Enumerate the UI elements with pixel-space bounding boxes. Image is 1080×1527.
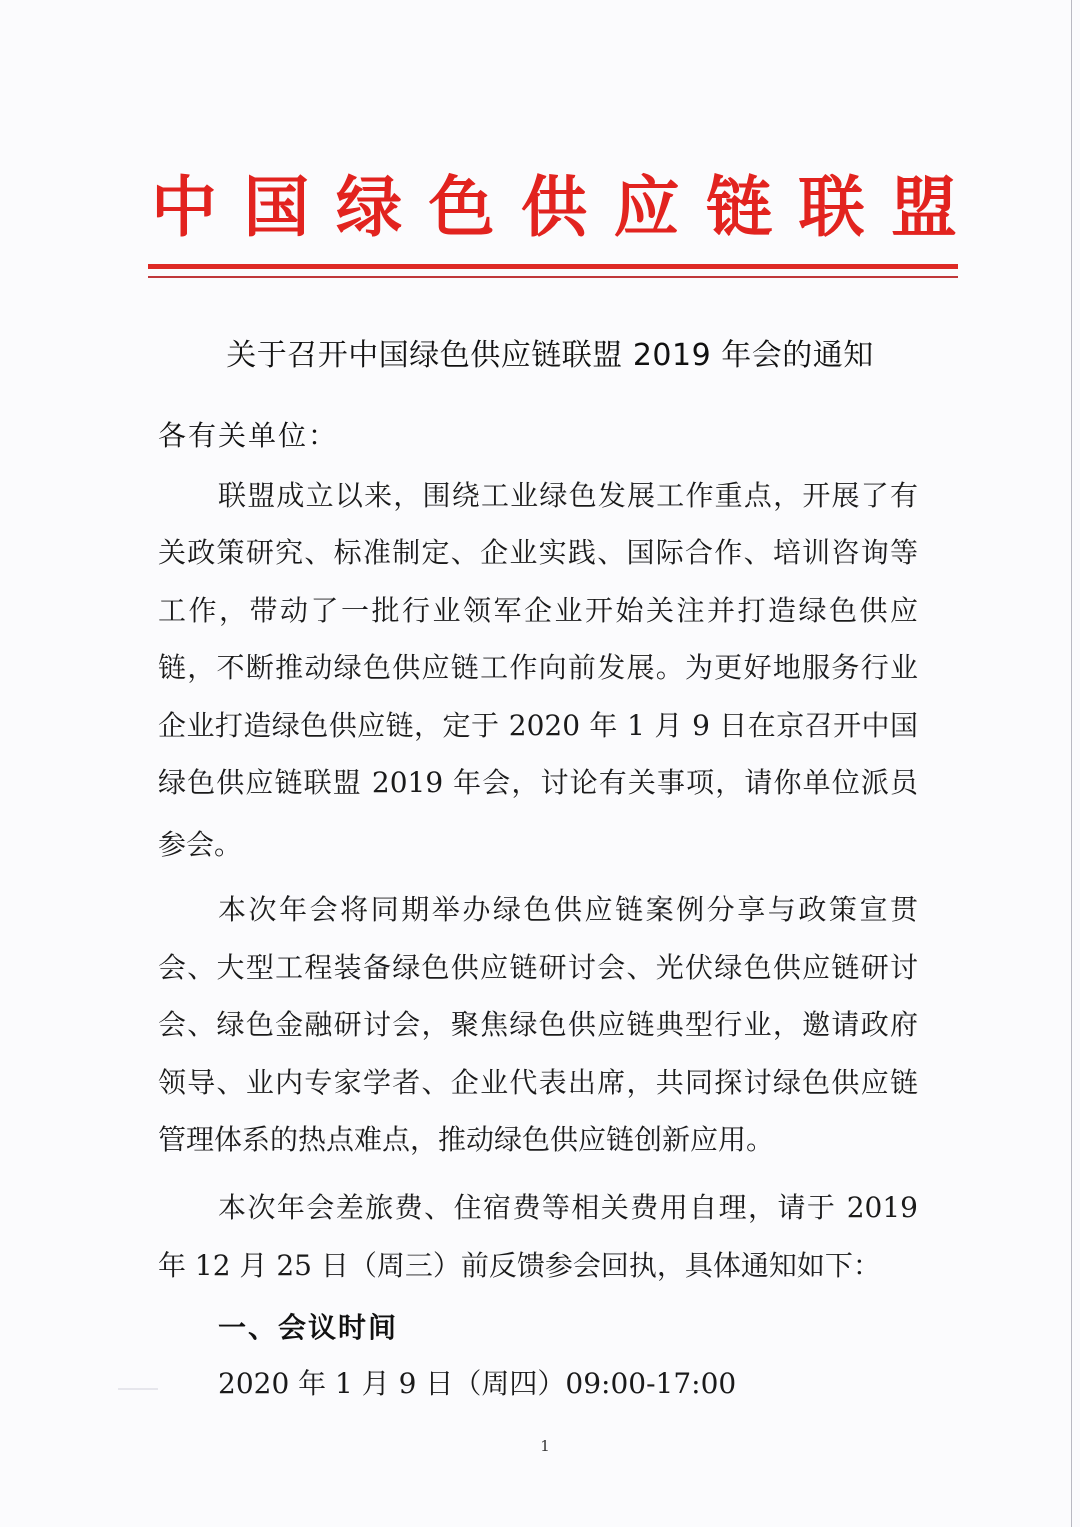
letterhead-char: 中 xyxy=(151,169,217,246)
meeting-time-value: 2020 年 1 月 9 日（周四）09:00-17:00 xyxy=(218,1367,737,1400)
paragraph-2-line-5: 管理体系的热点难点，推动绿色供应链创新应用。 xyxy=(158,1123,775,1156)
letterhead-rule-thin xyxy=(148,276,958,278)
paragraph-1-line-5: 企业打造绿色供应链，定于 2020 年 1 月 9 日在京召开中国 xyxy=(158,709,918,742)
page-number: 1 xyxy=(540,1437,550,1455)
paragraph-1-line-1: 联盟成立以来，围绕工业绿色发展工作重点，开展了有 xyxy=(218,479,918,512)
letterhead-rule-thick xyxy=(148,264,958,269)
letterhead-char: 绿 xyxy=(336,169,402,246)
letterhead-char: 国 xyxy=(243,169,310,246)
paragraph-2-line-3: 会、绿色金融研讨会，聚焦绿色供应链典型行业，邀请政府 xyxy=(158,1008,918,1041)
paragraph-1-line-2: 关政策研究、标准制定、企业实践、国际合作、培训咨询等 xyxy=(158,536,918,569)
letterhead xyxy=(148,168,960,248)
paragraph-2-line-2: 会、大型工程装备绿色供应链研讨会、光伏绿色供应链研讨 xyxy=(158,951,918,984)
paragraph-3-line-2: 年 12 月 25 日（周三）前反馈参会回执，具体通知如下： xyxy=(158,1249,881,1282)
letterhead-char: 供 xyxy=(521,169,587,246)
paragraph-2-line-1: 本次年会将同期举办绿色供应链案例分享与政策宣贯 xyxy=(218,893,918,926)
paragraph-2-line-4: 领导、业内专家学者、企业代表出席，共同探讨绿色供应链 xyxy=(158,1066,918,1099)
letterhead-char: 应 xyxy=(613,169,680,246)
section-heading-meeting-time: 一、会议时间 xyxy=(218,1311,399,1344)
scan-artifact xyxy=(118,1388,158,1390)
paragraph-1-line-4: 链，不断推动绿色供应链工作向前发展。为更好地服务行业 xyxy=(158,651,918,684)
paragraph-1-line-3: 工作，带动了一批行业领军企业开始关注并打造绿色供应 xyxy=(158,594,918,627)
document-title: 关于召开中国绿色供应链联盟 2019 年会的通知 xyxy=(226,338,874,373)
letterhead-char: 联 xyxy=(798,169,865,246)
salutation: 各有关单位： xyxy=(158,419,339,452)
letterhead-char: 色 xyxy=(428,169,495,246)
paragraph-1-line-6: 绿色供应链联盟 2019 年会，讨论有关事项，请你单位派员 xyxy=(158,766,918,799)
paragraph-3-line-1: 本次年会差旅费、住宿费等相关费用自理，请于 2019 xyxy=(218,1191,918,1224)
letterhead-char: 链 xyxy=(706,169,772,246)
scan-edge-line xyxy=(1071,0,1072,1527)
paragraph-1-line-7: 参会。 xyxy=(158,828,243,861)
letterhead-char: 盟 xyxy=(891,169,957,246)
